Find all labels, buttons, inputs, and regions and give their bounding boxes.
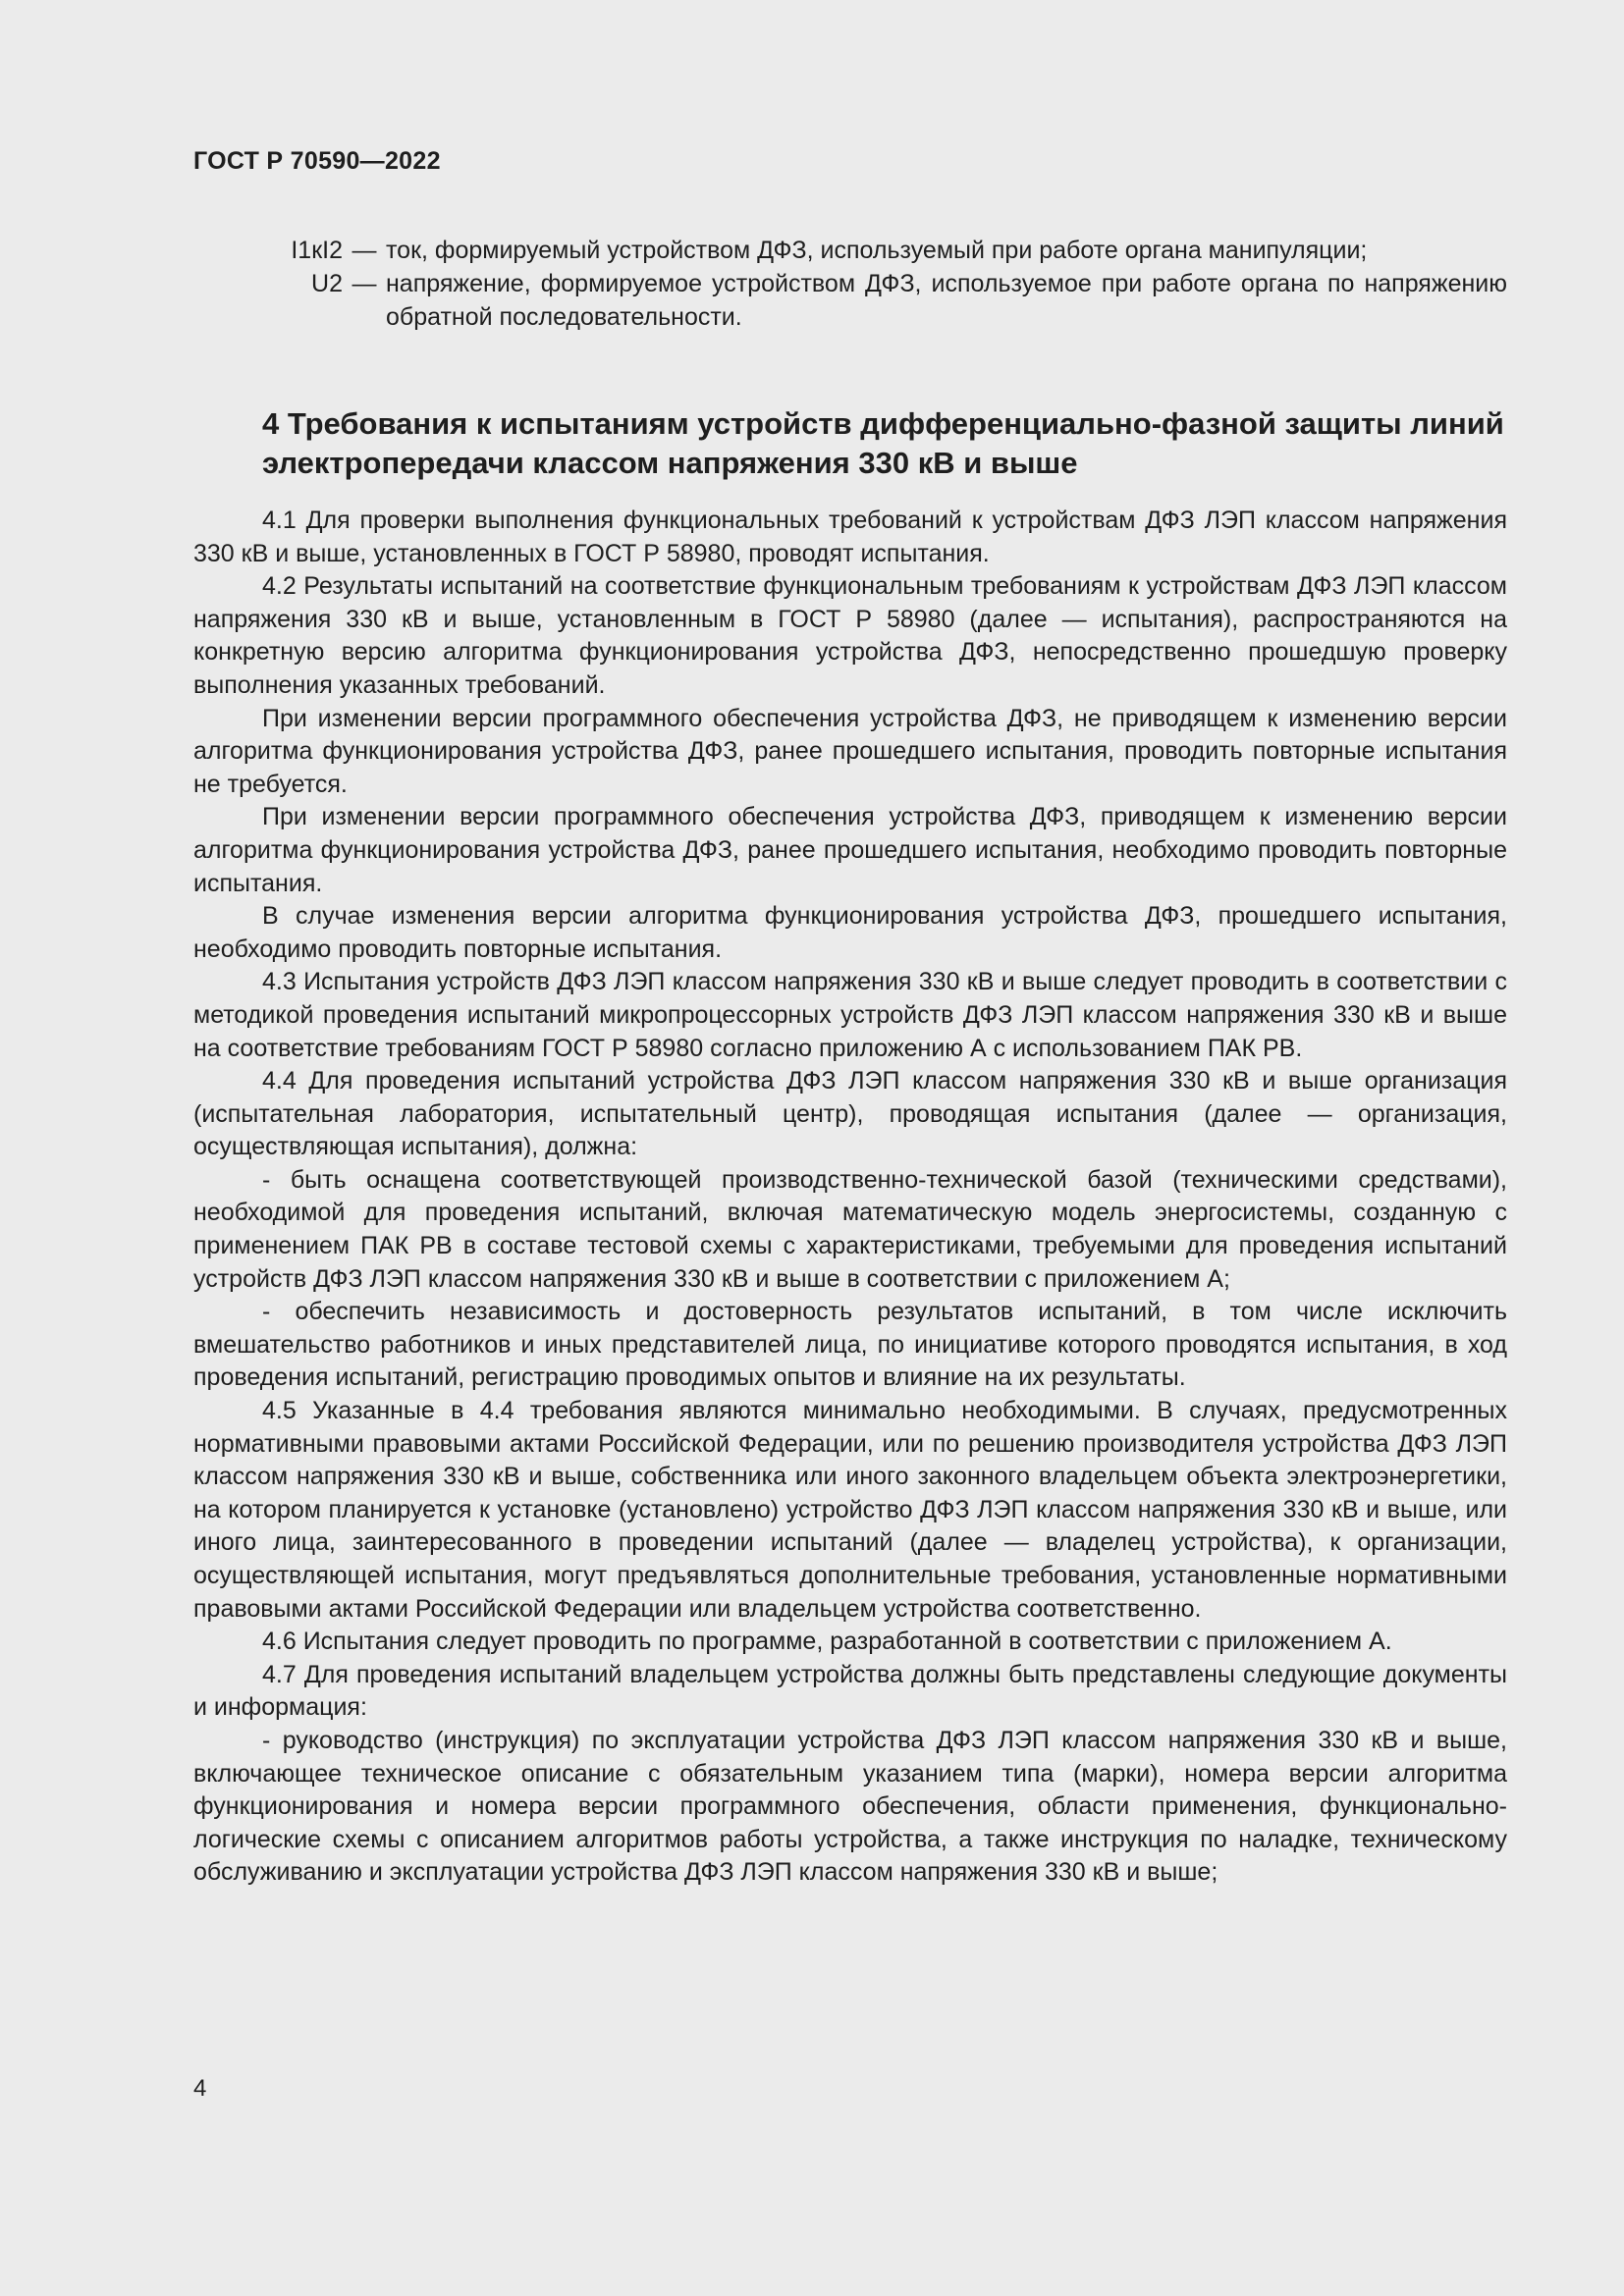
section-body <box>193 505 1507 1890</box>
definition-text: ток, формируемый устройством ДФЗ, используемый при работе органа манипуляции; <box>386 237 1368 264</box>
definition-symbol: U2 <box>311 270 343 297</box>
definition-row <box>193 234 1507 267</box>
definition-row <box>193 267 1507 334</box>
definition-text: напряжение, формируемое устройством ДФЗ, используемое при работе органа по напряжению обратной последовательности. <box>386 270 1507 331</box>
paragraph: 4.3 Испытания устройств ДФЗ ЛЭП классом напряжения 330 кВ и выше следует проводить в соответствии с методикой проведения испытаний микропроцессорных устройств ДФЗ ЛЭП классом напряжения 330 кВ и выше на соответствие требованиям ГОСТ Р 58980 согласно приложению А с использованием ПАК РВ. <box>193 968 1507 1062</box>
page-number: 4 <box>193 2075 207 2102</box>
list-item: - быть оснащена соответствующей производственно-технической базой (техническими средствами), необходимой для проведения испытаний, включая математическую модель энергосистемы, созданную с применением ПАК РВ в составе тестовой схемы с характеристиками, требуемыми для проведения испытаний устройств ДФЗ ЛЭП классом напряжения 330 кВ и выше в соответствии с приложением А; <box>193 1165 1507 1293</box>
definition-dash: — <box>352 270 377 297</box>
paragraph: 4.2 Результаты испытаний на соответствие функциональным требованиям к устройствам ДФЗ ЛЭП классом напряжения 330 кВ и выше, установленным в ГОСТ Р 58980 (далее — испытания), распространяются на конкретную версию алгоритма функционирования устройства ДФЗ, непосредственно прошедшую проверку выполнения указанных требований. <box>193 572 1507 699</box>
paragraph: 4.6 Испытания следует проводить по программе, разработанной в соответствии с приложением А. <box>262 1628 1392 1656</box>
list-item: - руководство (инструкция) по эксплуатации устройства ДФЗ ЛЭП классом напряжения 330 кВ и выше, включающее техническое описание с обязательным указанием типа (марки), номера версии алгоритма функционирования и номера версии программного обеспечения, области применения, функционально-логические схемы с описанием алгоритмов работы устройства, а также инструкция по наладке, техническому обслуживанию и эксплуатации устройства ДФЗ ЛЭП классом напряжения 330 кВ и выше; <box>193 1726 1507 1887</box>
definition-symbol: I1кI2 <box>291 237 343 264</box>
symbol-definitions <box>193 234 1507 334</box>
paragraph: 4.1 Для проверки выполнения функциональных требований к устройствам ДФЗ ЛЭП классом напряжения 330 кВ и выше, установленных в ГОСТ Р 58980, проводят испытания. <box>193 507 1507 567</box>
definition-dash: — <box>352 237 377 264</box>
paragraph: 4.4 Для проведения испытаний устройства ДФЗ ЛЭП классом напряжения 330 кВ и выше организация (испытательная лаборатория, испытательный центр), проводящая испытания (далее — организация, осуществляющая испытания), должна: <box>193 1067 1507 1161</box>
list-item: - обеспечить независимость и достоверность результатов испытаний, в том числе исключить вмешательство работников и иных представителей лица, по инициативе которого проводятся испытания, в ход проведения испытаний, регистрацию проводимых опытов и влияние на их результаты. <box>193 1298 1507 1392</box>
paragraph: При изменении версии программного обеспечения устройства ДФЗ, не приводящем к изменению версии алгоритма функционирования устройства ДФЗ, ранее прошедшего испытания, проводить повторные испытания не требуется. <box>193 704 1507 798</box>
paragraph: При изменении версии программного обеспечения устройства ДФЗ, приводящем к изменению версии алгоритма функционирования устройства ДФЗ, ранее прошедшего испытания, необходимо проводить повторные испытания. <box>193 803 1507 897</box>
document-header-id: ГОСТ Р 70590—2022 <box>193 147 441 175</box>
paragraph: В случае изменения версии алгоритма функционирования устройства ДФЗ, прошедшего испытания, необходимо проводить повторные испытания. <box>193 902 1507 963</box>
paragraph: 4.7 Для проведения испытаний владельцем устройства должны быть представлены следующие документы и информация: <box>193 1660 1507 1722</box>
section-heading: 4 Требования к испытаниям устройств дифференциально-фазной защиты линий электропередачи классом напряжения 330 кВ и выше <box>262 406 1504 480</box>
paragraph: 4.5 Указанные в 4.4 требования являются минимально необходимыми. В случаях, предусмотренных нормативными правовыми актами Российской Федерации, или по решению производителя устройства ДФЗ ЛЭП классом напряжения 330 кВ и выше, собственника или иного законного владельцем объекта электроэнергетики, на котором планируется к установке (установлено) устройство ДФЗ ЛЭП классом напряжения 330 кВ и выше, или иного лица, заинтересованного в проведении испытаний (далее — владелец устройства), к организации, осуществляющей испытания, могут предъявляться дополнительные требования, установленные нормативными правовыми актами Российской Федерации или владельцем устройства соответственно. <box>193 1397 1507 1623</box>
